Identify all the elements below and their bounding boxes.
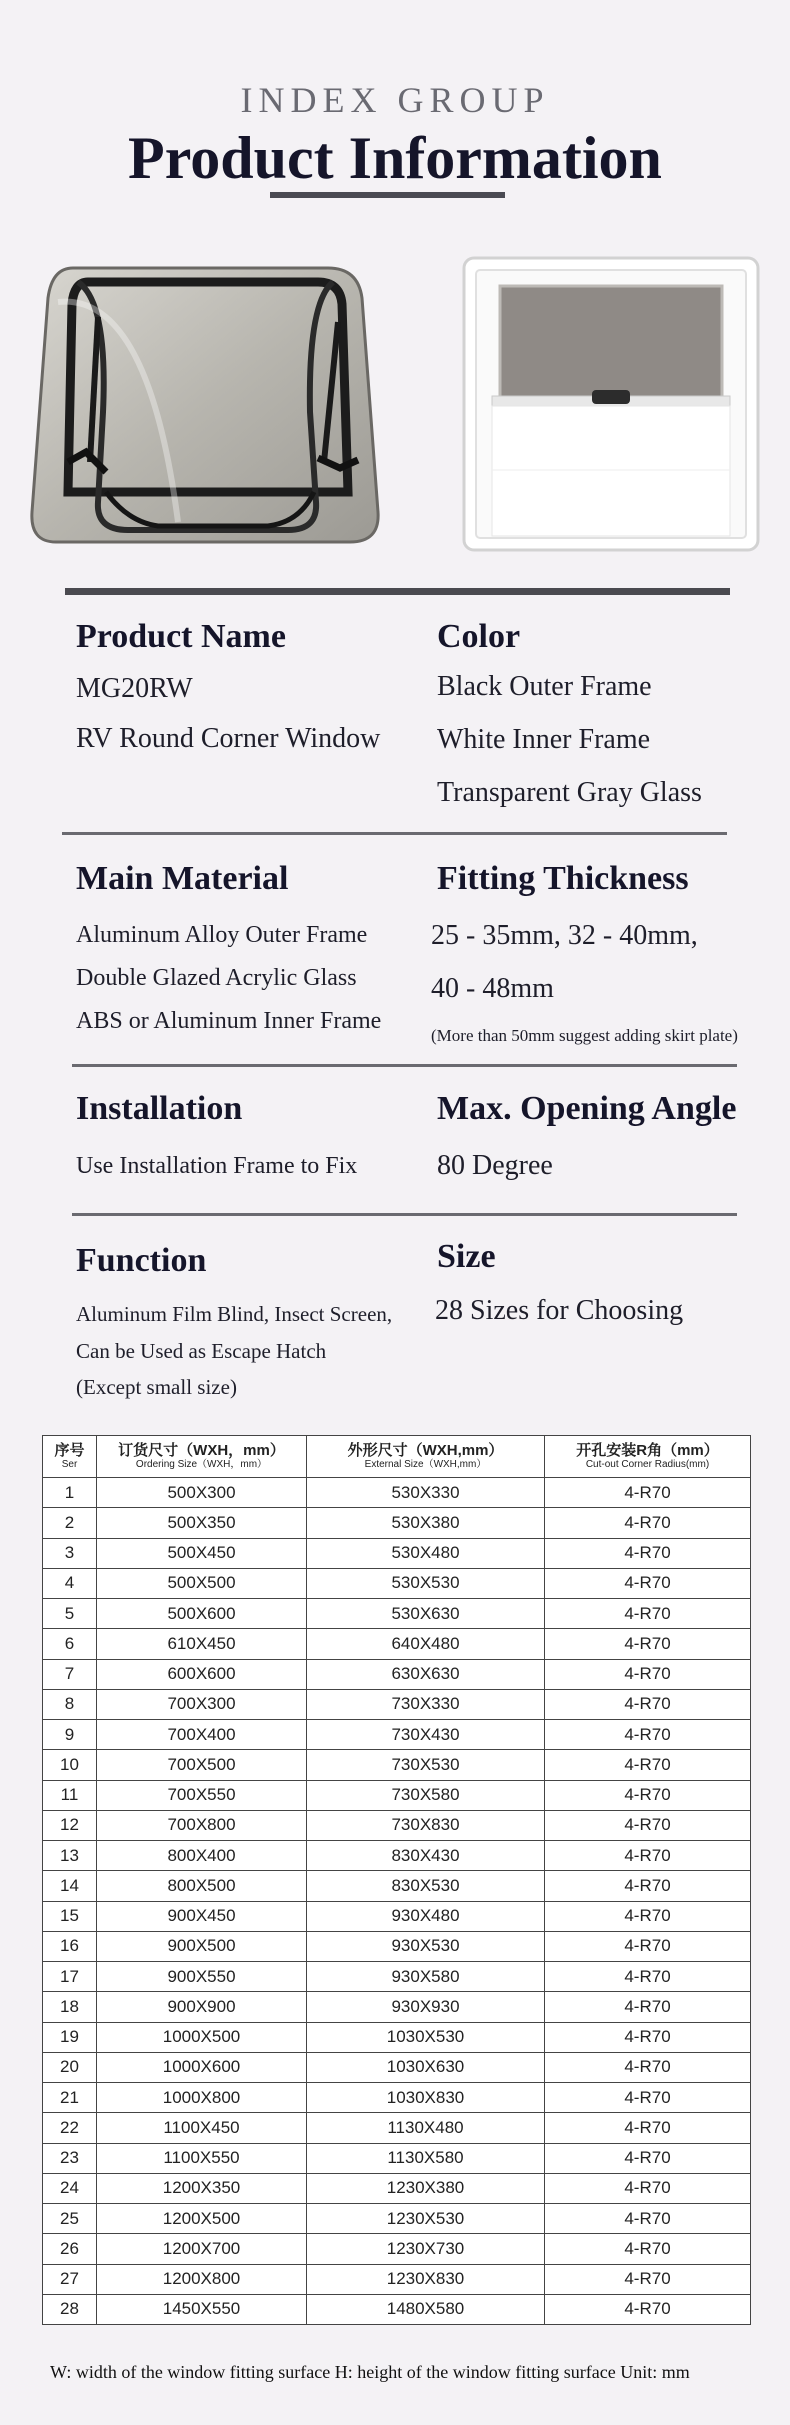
table-cell: 700X300	[97, 1689, 307, 1719]
table-cell: 630X630	[307, 1659, 545, 1689]
table-cell: 1230X380	[307, 2173, 545, 2203]
table-cell: 4-R70	[545, 1508, 751, 1538]
table-cell: 19	[43, 2022, 97, 2052]
table-cell: 530X630	[307, 1599, 545, 1629]
table-row	[43, 1538, 751, 1568]
table-cell: 4-R70	[545, 1810, 751, 1840]
table-cell: 700X550	[97, 1780, 307, 1810]
material-value: Double Glazed Acrylic Glass	[76, 965, 357, 991]
table-cell: 1100X550	[97, 2143, 307, 2173]
section-divider	[65, 588, 730, 595]
table-cell: 800X400	[97, 1841, 307, 1871]
table-cell: 14	[43, 1871, 97, 1901]
table-cell: 5	[43, 1599, 97, 1629]
table-cell: 900X900	[97, 1992, 307, 2022]
table-body	[43, 1478, 751, 2325]
table-cell: 530X530	[307, 1568, 545, 1598]
brand-name: INDEX GROUP	[240, 80, 550, 120]
table-cell: 4-R70	[545, 1841, 751, 1871]
table-cell: 22	[43, 2113, 97, 2143]
table-cell: 25	[43, 2204, 97, 2234]
page-title: Product Information	[128, 125, 662, 191]
table-cell: 4-R70	[545, 1599, 751, 1629]
page-header	[0, 80, 790, 191]
fitting-thickness-value: 25 - 35mm, 32 - 40mm,	[431, 920, 698, 951]
table-cell: 3	[43, 1538, 97, 1568]
table-cell: 6	[43, 1629, 97, 1659]
section-divider	[72, 1064, 737, 1067]
table-cell: 730X530	[307, 1750, 545, 1780]
table-row	[43, 1901, 751, 1931]
table-cell: 500X450	[97, 1538, 307, 1568]
table-cell: 4-R70	[545, 1720, 751, 1750]
table-row	[43, 2234, 751, 2264]
table-cell: 1100X450	[97, 2113, 307, 2143]
color-value: Transparent Gray Glass	[437, 777, 702, 808]
main-material-label: Main Material	[76, 860, 289, 897]
table-cell: 11	[43, 1780, 97, 1810]
table-cell: 1030X630	[307, 2052, 545, 2082]
function-label: Function	[76, 1242, 207, 1279]
table-row	[43, 2083, 751, 2113]
table-row	[43, 1508, 751, 1538]
table-row	[43, 2052, 751, 2082]
size-label: Size	[437, 1238, 496, 1275]
table-cell: 1030X530	[307, 2022, 545, 2052]
window-inner-frame-photo	[462, 256, 760, 552]
table-cell: 4-R70	[545, 1992, 751, 2022]
table-cell: 4-R70	[545, 2113, 751, 2143]
table-row	[43, 1568, 751, 1598]
table-cell: 530X480	[307, 1538, 545, 1568]
table-row	[43, 1750, 751, 1780]
table-cell: 500X600	[97, 1599, 307, 1629]
color-value: White Inner Frame	[437, 724, 651, 755]
table-cell: 4-R70	[545, 1568, 751, 1598]
table-row	[43, 2022, 751, 2052]
table-cell: 610X450	[97, 1629, 307, 1659]
table-cell: 700X400	[97, 1720, 307, 1750]
table-cell: 18	[43, 1992, 97, 2022]
table-cell: 1230X530	[307, 2204, 545, 2234]
table-cell: 830X430	[307, 1841, 545, 1871]
table-cell: 1200X800	[97, 2264, 307, 2294]
table-cell: 930X480	[307, 1901, 545, 1931]
title-underline	[270, 192, 505, 198]
table-cell: 1030X830	[307, 2083, 545, 2113]
table-cell: 16	[43, 1931, 97, 1961]
table-cell: 4-R70	[545, 2294, 751, 2324]
table-cell: 27	[43, 2264, 97, 2294]
material-value: Aluminum Alloy Outer Frame	[76, 922, 368, 948]
table-cell: 530X330	[307, 1478, 545, 1508]
fitting-thickness-label: Fitting Thickness	[437, 860, 689, 897]
size-table-container	[42, 1435, 750, 2325]
table-cell: 4-R70	[545, 1659, 751, 1689]
table-cell: 730X830	[307, 1810, 545, 1840]
table-cell: 12	[43, 1810, 97, 1840]
max-opening-angle-label: Max. Opening Angle	[437, 1090, 737, 1127]
table-cell: 500X300	[97, 1478, 307, 1508]
table-cell: 4	[43, 1568, 97, 1598]
table-cell: 830X530	[307, 1871, 545, 1901]
table-cell: 700X800	[97, 1810, 307, 1840]
table-row	[43, 2204, 751, 2234]
table-row	[43, 2264, 751, 2294]
table-row	[43, 1780, 751, 1810]
table-row	[43, 1992, 751, 2022]
table-row	[43, 1962, 751, 1992]
table-cell: 1000X600	[97, 2052, 307, 2082]
table-cell: 1000X500	[97, 2022, 307, 2052]
table-cell: 1200X700	[97, 2234, 307, 2264]
table-cell: 20	[43, 2052, 97, 2082]
table-cell: 500X350	[97, 1508, 307, 1538]
table-header-cell: 订货尺寸（WXH，mm） Ordering Size（WXH，mm）	[97, 1436, 307, 1478]
table-cell: 4-R70	[545, 1962, 751, 1992]
installation-value: Use Installation Frame to Fix	[76, 1153, 358, 1179]
product-name-label: Product Name	[76, 618, 286, 655]
table-cell: 900X450	[97, 1901, 307, 1931]
table-cell: 4-R70	[545, 2173, 751, 2203]
table-cell: 1000X800	[97, 2083, 307, 2113]
table-cell: 800X500	[97, 1871, 307, 1901]
table-cell: 4-R70	[545, 1478, 751, 1508]
table-cell: 9	[43, 1720, 97, 1750]
table-cell: 15	[43, 1901, 97, 1931]
function-value: Aluminum Film Blind, Insect Screen,	[76, 1302, 393, 1326]
max-opening-angle-value: 80 Degree	[437, 1150, 553, 1181]
table-cell: 26	[43, 2234, 97, 2264]
table-cell: 4-R70	[545, 1931, 751, 1961]
function-value: Can be Used as Escape Hatch	[76, 1339, 327, 1363]
color-label: Color	[437, 618, 521, 655]
table-row	[43, 1810, 751, 1840]
table-cell: 10	[43, 1750, 97, 1780]
table-header-cell: 开孔安装R角（mm） Cut-out Corner Radius(mm)	[545, 1436, 751, 1478]
table-cell: 930X580	[307, 1962, 545, 1992]
table-cell: 600X600	[97, 1659, 307, 1689]
table-cell: 1200X350	[97, 2173, 307, 2203]
table-cell: 930X530	[307, 1931, 545, 1961]
color-value: Black Outer Frame	[437, 671, 652, 702]
table-cell: 23	[43, 2143, 97, 2173]
table-cell: 17	[43, 1962, 97, 1992]
table-cell: 4-R70	[545, 2083, 751, 2113]
table-cell: 1	[43, 1478, 97, 1508]
table-cell: 7	[43, 1659, 97, 1689]
table-row	[43, 2173, 751, 2203]
table-cell: 8	[43, 1689, 97, 1719]
table-row	[43, 1478, 751, 1508]
function-value: (Except small size)	[76, 1375, 237, 1399]
table-cell: 1230X730	[307, 2234, 545, 2264]
table-cell: 730X330	[307, 1689, 545, 1719]
size-table	[42, 1435, 751, 2325]
table-row	[43, 2113, 751, 2143]
table-cell: 4-R70	[545, 2234, 751, 2264]
table-cell: 4-R70	[545, 2052, 751, 2082]
table-cell: 4-R70	[545, 1538, 751, 1568]
table-row	[43, 1720, 751, 1750]
table-cell: 640X480	[307, 1629, 545, 1659]
table-cell: 4-R70	[545, 1629, 751, 1659]
table-row	[43, 1659, 751, 1689]
table-cell: 4-R70	[545, 2143, 751, 2173]
product-model: MG20RW	[76, 673, 193, 704]
table-row	[43, 1689, 751, 1719]
table-cell: 1230X830	[307, 2264, 545, 2294]
table-cell: 4-R70	[545, 1871, 751, 1901]
table-cell: 730X580	[307, 1780, 545, 1810]
table-cell: 1450X550	[97, 2294, 307, 2324]
table-cell: 4-R70	[545, 2204, 751, 2234]
table-row	[43, 1871, 751, 1901]
section-divider	[72, 1213, 737, 1216]
section-divider	[62, 832, 727, 835]
product-description: RV Round Corner Window	[76, 723, 381, 754]
table-cell: 4-R70	[545, 1901, 751, 1931]
table-cell: 21	[43, 2083, 97, 2113]
material-value: ABS or Aluminum Inner Frame	[76, 1008, 382, 1034]
table-row	[43, 2143, 751, 2173]
table-cell: 530X380	[307, 1508, 545, 1538]
table-cell: 900X550	[97, 1962, 307, 1992]
table-cell: 2	[43, 1508, 97, 1538]
table-row	[43, 2294, 751, 2324]
table-cell: 4-R70	[545, 2264, 751, 2294]
table-header-row	[43, 1436, 751, 1478]
table-cell: 730X430	[307, 1720, 545, 1750]
table-cell: 4-R70	[545, 1780, 751, 1810]
table-header-cell: 序号 Ser	[43, 1436, 97, 1478]
table-cell: 1130X480	[307, 2113, 545, 2143]
table-cell: 1480X580	[307, 2294, 545, 2324]
table-cell: 500X500	[97, 1568, 307, 1598]
table-cell: 4-R70	[545, 1689, 751, 1719]
table-cell: 4-R70	[545, 2022, 751, 2052]
table-cell: 700X500	[97, 1750, 307, 1780]
footnote: W: width of the window fitting surface H: height of the window fitting surface Unit: mm	[50, 2362, 690, 2382]
size-value: 28 Sizes for Choosing	[435, 1295, 684, 1326]
table-cell: 930X930	[307, 1992, 545, 2022]
table-cell: 1200X500	[97, 2204, 307, 2234]
table-cell: 1130X580	[307, 2143, 545, 2173]
table-cell: 24	[43, 2173, 97, 2203]
table-header-cell: 外形尺寸（WXH,mm） External Size（WXH,mm）	[307, 1436, 545, 1478]
table-row	[43, 1841, 751, 1871]
window-open-photo	[28, 262, 383, 552]
fitting-thickness-note: (More than 50mm suggest adding skirt plate)	[431, 1026, 738, 1045]
table-cell: 4-R70	[545, 1750, 751, 1780]
table-row	[43, 1629, 751, 1659]
installation-label: Installation	[76, 1090, 243, 1127]
table-row	[43, 1599, 751, 1629]
table-cell: 13	[43, 1841, 97, 1871]
fitting-thickness-value: 40 - 48mm	[431, 973, 554, 1004]
table-row	[43, 1931, 751, 1961]
table-cell: 28	[43, 2294, 97, 2324]
table-cell: 900X500	[97, 1931, 307, 1961]
